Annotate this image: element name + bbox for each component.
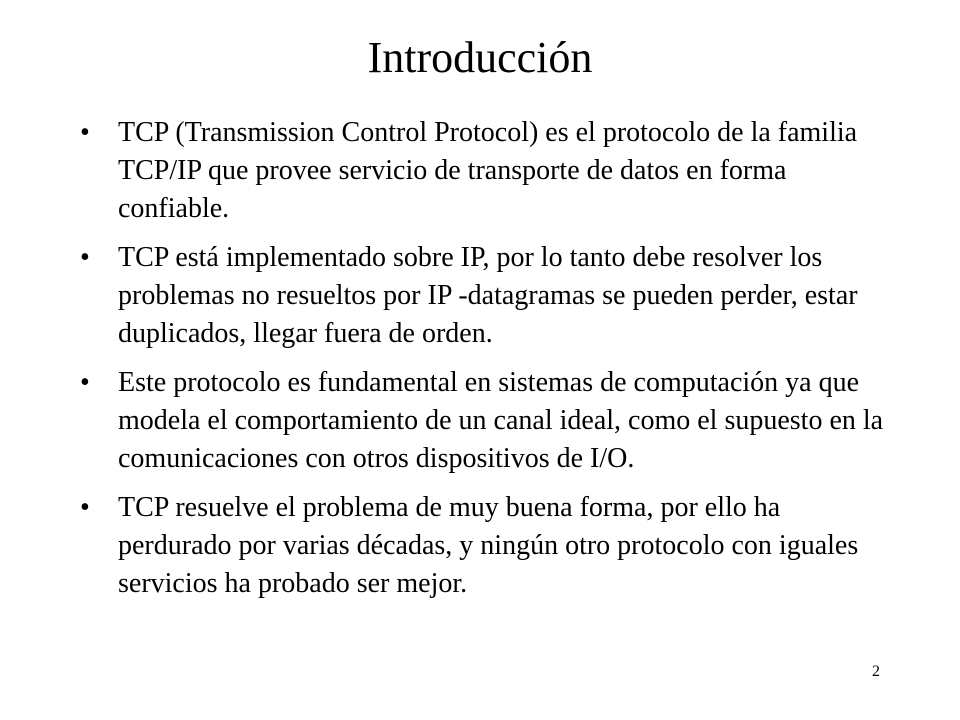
bullet-item — [80, 114, 900, 228]
bullet-item — [80, 364, 900, 478]
page-number: 2 — [872, 663, 880, 680]
bullet-list — [80, 114, 900, 614]
bullet-icon: • — [80, 242, 90, 273]
bullet-item — [80, 489, 900, 603]
bullet-icon: • — [80, 492, 90, 523]
bullet-icon: • — [80, 367, 90, 398]
bullet-text: TCP está implementado sobre IP, por lo tanto debe resolver los problemas no resueltos por IP -datagramas se pueden perder, estar duplicados, llegar fuera de orden. — [118, 242, 858, 349]
bullet-icon: • — [80, 117, 90, 148]
bullet-text: TCP resuelve el problema de muy buena forma, por ello ha perdurado por varias décadas, y ningún otro protocolo con iguales servicios ha probado ser mejor. — [118, 492, 859, 599]
bullet-text: TCP (Transmission Control Protocol) es el protocolo de la familia TCP/IP que provee servicio de transporte de datos en forma confiable. — [118, 117, 858, 224]
bullet-text: Este protocolo es fundamental en sistemas de computación ya que modela el comportamiento de un canal ideal, como el supuesto en la comunicaciones con otros dispositivos de I/O. — [118, 367, 884, 474]
bullet-item — [80, 239, 900, 353]
slide-title: Introducción — [367, 33, 593, 82]
